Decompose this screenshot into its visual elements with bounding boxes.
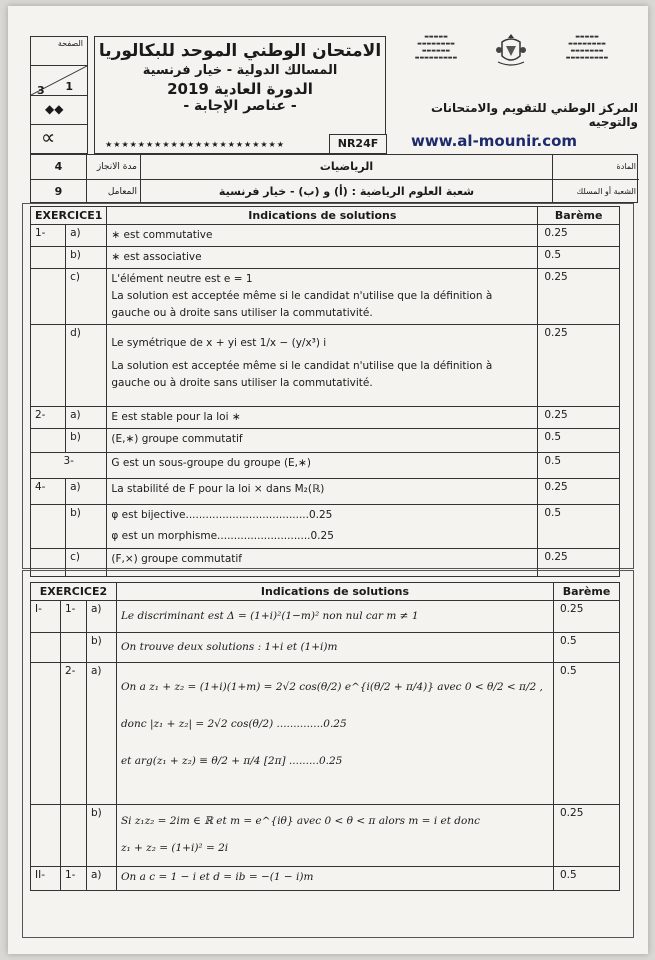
evaluation-centre: المركز الوطني للتقويم والامتحانات والتوجيه <box>430 101 638 129</box>
question-number <box>60 633 86 663</box>
solution-text: On a c = 1 − i et d = ib = −(1 − i)m <box>116 867 553 891</box>
solution-note: La solution est acceptée même si le candidat n'utilise que la définition à gauche ou à droite sans utiliser la commutativité. <box>111 360 493 389</box>
points: 0.5 <box>538 247 620 269</box>
table-row <box>31 479 620 505</box>
solution-text: G est un sous-groupe du groupe (E,∗) <box>107 453 538 479</box>
question-number: 1- <box>60 601 86 633</box>
solution-text <box>116 663 553 805</box>
points: 0.25 <box>554 601 620 633</box>
solution-text <box>107 269 538 325</box>
question-number: 3- <box>31 453 107 479</box>
subject-info-box <box>30 154 638 203</box>
solutions-header: Indications de solutions <box>107 207 538 225</box>
exam-title-box <box>94 36 386 154</box>
website-watermark: www.al-mounir.com <box>411 132 578 150</box>
solution-line: donc |z₁ + z₂| = 2√2 cos(θ/2) ..............0.25 <box>120 718 347 730</box>
coef-value: 9 <box>31 179 87 203</box>
answer-elements: - عناصر الإجابة - <box>183 98 297 114</box>
solution-line: On a z₁ + z₂ = (1+i)(1+m) = 2√2 cos(θ/2) e^{i(θ/2 + π/4)} avec 0 < θ/2 < π/2 , <box>120 681 543 693</box>
solution-text <box>107 505 538 549</box>
solution-line: φ est bijective.....................................0.25 <box>111 509 333 521</box>
exam-title: الامتحان الوطني الموحد للبكالوريا <box>98 41 382 61</box>
solution-note: La solution est acceptée même si le candidat n'utilise que la définition à gauche ou à droite sans utiliser la commutativité. <box>111 290 493 319</box>
points: 0.5 <box>538 505 620 549</box>
solution-text: (E,∗) groupe commutatif <box>107 429 538 453</box>
exam-page <box>8 6 648 954</box>
solution-line: Si z₁z₂ = 2im ∈ ℝ et m = e^{iθ} avec 0 < θ < π alors m = i et donc <box>120 815 480 827</box>
part-number <box>31 633 61 663</box>
sub-question: c) <box>66 269 107 325</box>
solutions-header: Indications de solutions <box>116 583 553 601</box>
duration-label: مدة الانجاز <box>87 155 141 179</box>
points: 0.25 <box>538 269 620 325</box>
table-row <box>31 225 620 247</box>
points: 0.5 <box>554 663 620 805</box>
exam-track: المسالك الدولية - خيار فرنسية <box>142 63 338 78</box>
duration-value: 4 <box>31 155 87 179</box>
infinity-symbol-icon: ∝ <box>41 125 56 149</box>
points: 0.25 <box>538 407 620 429</box>
table-header-row <box>31 207 620 225</box>
page-total: 3 <box>37 84 45 97</box>
points: 0.25 <box>538 225 620 247</box>
exercise2-title: EXERCICE2 <box>31 583 117 601</box>
question-number: 1- <box>31 225 66 247</box>
solution-line: φ est un morphisme............................0.25 <box>111 530 334 542</box>
solution-text: Le discriminant est Δ = (1+i)²(1−m)² non nul car m ≠ 1 <box>116 601 553 633</box>
points: 0.5 <box>538 429 620 453</box>
points: 0.25 <box>554 805 620 867</box>
ministry-text-latin: ▬▬▬▬▬ ▬▬▬▬▬▬▬▬ ▬▬▬▬▬▬ ▬▬▬▬▬▬▬▬▬ <box>414 34 458 61</box>
sub-question: b) <box>66 505 107 549</box>
points: 0.5 <box>538 453 620 479</box>
exam-session: الدورة العادية 2019 <box>167 80 313 98</box>
part-number: I- <box>31 601 61 633</box>
table-row <box>31 429 620 453</box>
points: 0.25 <box>538 479 620 505</box>
table-row <box>31 269 620 325</box>
question-number <box>60 805 86 867</box>
ministry-text-arabic: ▬▬▬▬▬ ▬▬▬▬▬▬▬▬ ▬▬▬▬▬▬▬ ▬▬▬▬▬▬▬▬▬ <box>565 34 609 61</box>
table-row <box>31 325 620 407</box>
table-row <box>31 453 620 479</box>
part-number <box>31 663 61 805</box>
diamond-dots-icon: ◆◆ <box>45 102 64 116</box>
sub-question: d) <box>66 325 107 407</box>
table-row <box>31 601 620 633</box>
ministry-header <box>396 30 636 90</box>
coef-label: المعامل <box>87 179 141 203</box>
points: 0.25 <box>538 325 620 407</box>
sub-question: b) <box>66 429 107 453</box>
royal-emblem-icon <box>494 32 528 68</box>
sub-question: a) <box>66 479 107 505</box>
question-number <box>31 269 66 325</box>
question-number: 2- <box>60 663 86 805</box>
sub-question: a) <box>66 225 107 247</box>
question-number <box>31 505 66 549</box>
sub-question: b) <box>66 247 107 269</box>
exercise2-table <box>30 582 620 891</box>
table-row <box>31 867 620 891</box>
solution-text: E est stable pour la loi ∗ <box>107 407 538 429</box>
solution-text <box>116 805 553 867</box>
page-number-box <box>30 36 88 154</box>
sub-question: a) <box>86 601 116 633</box>
sub-question: a) <box>86 867 116 891</box>
subject-label: المادة <box>616 162 636 171</box>
table-row <box>31 663 620 805</box>
sub-question: b) <box>86 633 116 663</box>
points: 0.25 <box>538 549 620 577</box>
star-divider: ★★★★★★★★★★★★★★★★★★★★★★ <box>105 140 285 149</box>
solution-text: On trouve deux solutions : 1+i et (1+i)m <box>116 633 553 663</box>
sub-question: c) <box>66 549 107 577</box>
sub-question: a) <box>66 407 107 429</box>
solution-line: L'élément neutre est e = 1 <box>111 273 253 285</box>
solution-text: La stabilité de F pour la loi × dans M₂(ℝ) <box>107 479 538 505</box>
table-row <box>31 505 620 549</box>
bareme-header: Barème <box>554 583 620 601</box>
table-header-row <box>31 583 620 601</box>
solution-line: Le symétrique de x + yi est 1/x − (y/x³) i <box>111 337 327 349</box>
solution-text: ∗ est commutative <box>107 225 538 247</box>
table-row <box>31 805 620 867</box>
page-number: 1 <box>65 80 73 93</box>
solution-line: z₁ + z₂ = (1+i)² = 2i <box>120 842 229 854</box>
solution-text <box>107 325 538 407</box>
table-row <box>31 633 620 663</box>
sub-question: b) <box>86 805 116 867</box>
part-number: II- <box>31 867 61 891</box>
question-number: 1- <box>60 867 86 891</box>
exam-code: NR24F <box>329 134 387 154</box>
solution-text: ∗ est associative <box>107 247 538 269</box>
subject-value: الرياضيات <box>141 155 553 179</box>
question-number: 4- <box>31 479 66 505</box>
part-number <box>31 805 61 867</box>
question-number: 2- <box>31 407 66 429</box>
branch-label: الشعبة أو المسلك <box>553 179 639 203</box>
solution-line: et arg(z₁ + z₂) ≡ θ/2 + π/4 [2π] .........0.25 <box>120 755 343 767</box>
question-number <box>31 325 66 407</box>
solution-text: (F,×) groupe commutatif <box>107 549 538 577</box>
table-row <box>31 247 620 269</box>
page-label: الصفحة <box>57 39 83 48</box>
question-number <box>31 429 66 453</box>
bareme-header: Barème <box>538 207 620 225</box>
exercise1-table <box>30 206 620 577</box>
points: 0.5 <box>554 633 620 663</box>
branch-value: شعبة العلوم الرياضية : (أ) و (ب) - خيار فرنسية <box>141 179 553 203</box>
exercise1-title: EXERCICE1 <box>31 207 107 225</box>
points: 0.5 <box>554 867 620 891</box>
question-number <box>31 247 66 269</box>
sub-question: a) <box>86 663 116 805</box>
table-row <box>31 407 620 429</box>
